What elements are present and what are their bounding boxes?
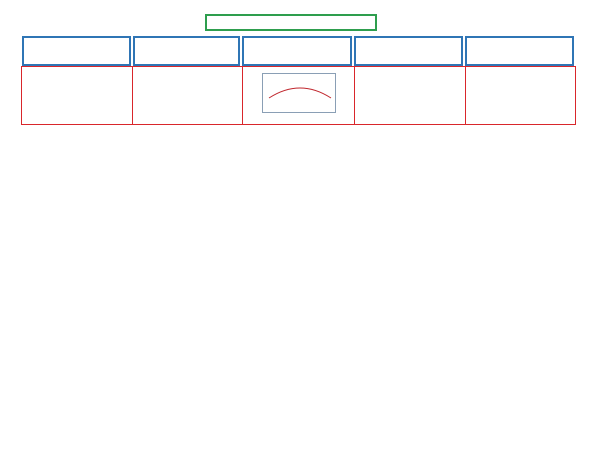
day-header-wednesday — [242, 36, 352, 66]
logo-cell — [243, 67, 355, 125]
direct-note-cell — [466, 67, 576, 125]
day-header-monday — [22, 36, 131, 66]
day-header-thursday — [354, 36, 463, 66]
sponsor-note-cell — [22, 67, 133, 125]
menu-title — [205, 14, 377, 31]
fst-note-cell — [133, 67, 243, 125]
day-header-friday — [465, 36, 574, 66]
aeoa-logo — [262, 73, 336, 113]
logo-swoosh-icon — [267, 80, 333, 100]
floodwood-note-cell — [355, 67, 466, 125]
day-header-tuesday — [133, 36, 240, 66]
menu-calendar — [21, 66, 576, 125]
footer-row — [22, 67, 576, 125]
